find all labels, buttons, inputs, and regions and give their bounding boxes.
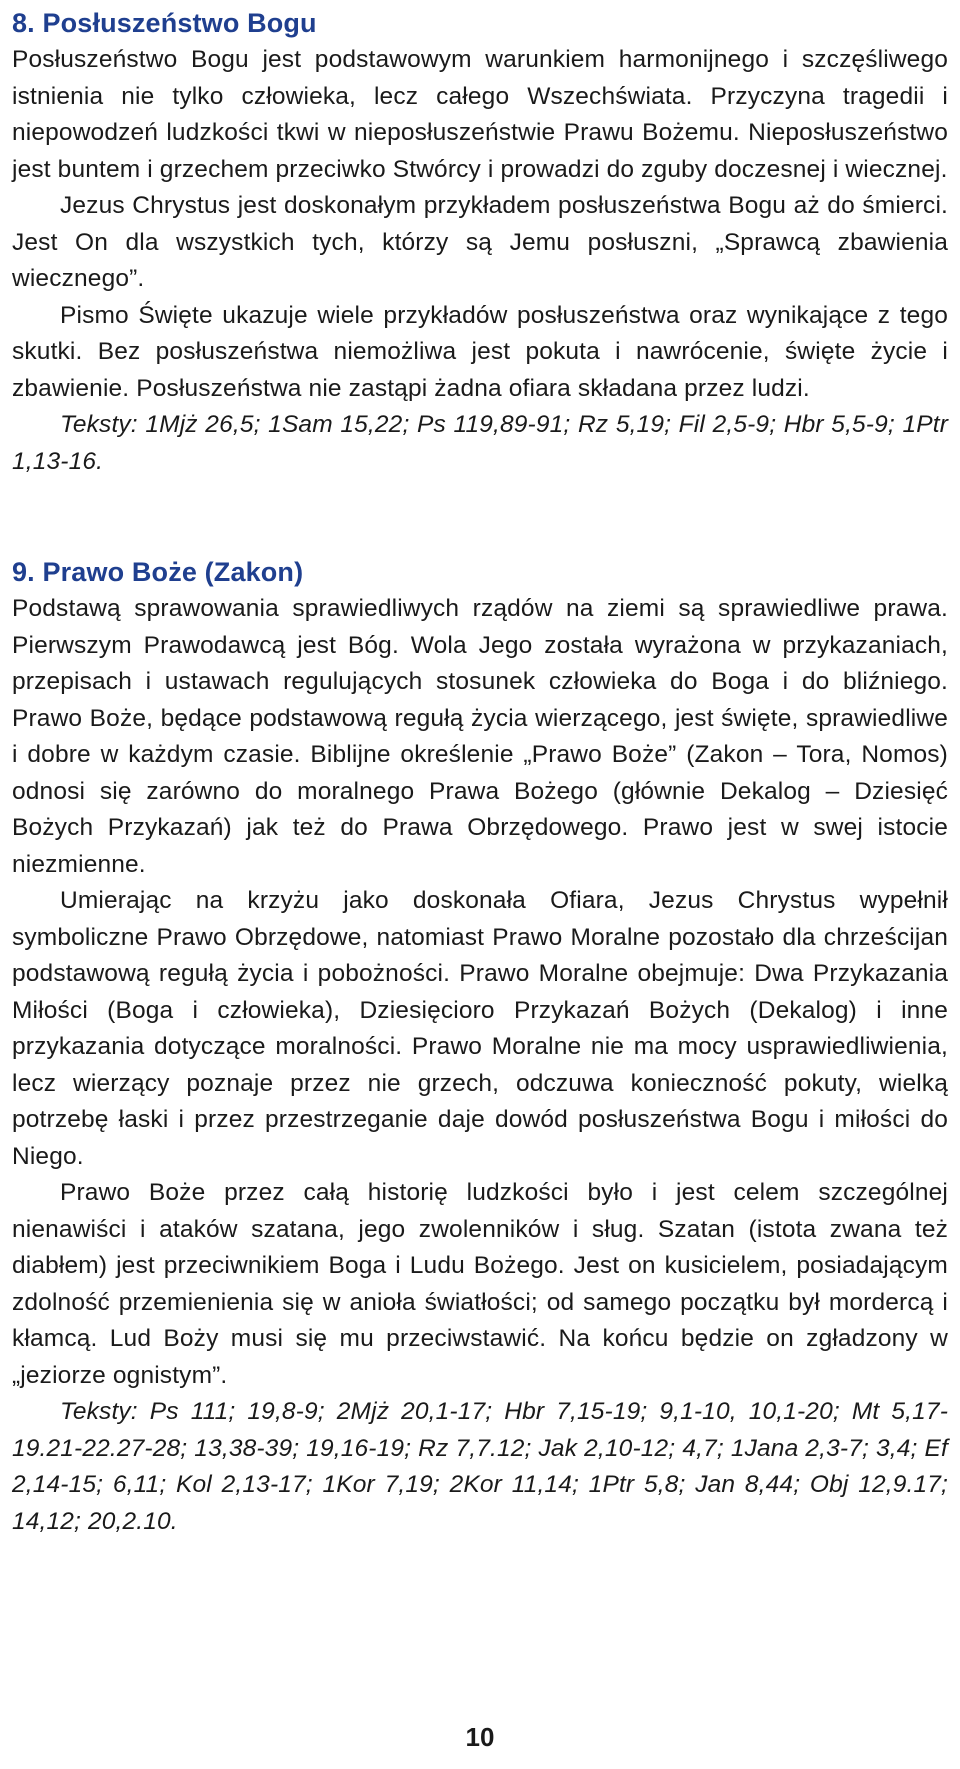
bible-references: Teksty: Ps 111; 19,8-9; 2Mjż 20,1-17; Hbr 7,15-19; 9,1-10, 10,1-20; Mt 5,17-19.21-22.27-28; 13,38-39; 19,16-19; Rz 7,7.12; Jak 2,10-12; 4,7; 1Jana 2,3-7; 3,4; Ef 2,14-15; 6,11; Kol 2,13-17; 1Kor 7,19; 2Kor 11,14; 1Ptr 5,8; Jan 8,44; Obj 12,9.17; 14,12; 20,2.10. [12,1398,948,1535]
paragraph: Jezus Chrystus jest doskonałym przykładem posłuszeństwa Bogu aż do śmierci. Jest On dla wszystkich tych, którzy są Jemu posłuszni, „Sprawcą zbawienia wiecznego”. [12,192,948,292]
paragraph: Posłuszeństwo Bogu jest podstawowym warunkiem harmonijnego i szczęśliwego istnienia nie tylko człowieka, lecz całego Wszechświata. Przyczyna tragedii i niepowodzeń ludzkości tkwi w nieposłuszeństwie Prawu Bożemu. Nieposłuszeństwo jest buntem i grzechem przeciwko Stwórcy i prowadzi do zguby doczesnej i wiecznej. [12,46,948,183]
section-9 [12,553,948,1540]
paragraph: Podstawą sprawowania sprawiedliwych rządów na ziemi są sprawiedliwe prawa. Pierwszym Prawodawcą jest Bóg. Wola Jego została wyrażona w przykazaniach, przepisach i ustawach regulujących stosunek człowieka do Boga i do bliźniego. Prawo Boże, będące podstawową regułą życia wierzącego, jest święte, sprawiedliwe i dobre w każdym czasie. Biblijne określenie „Prawo Boże” (Zakon – Tora, Nomos) odnosi się zarówno do moralnego Prawa Bożego (głównie Dekalog – Dziesięć Bożych Przykazań) jak też do Prawa Obrzędowego. Prawo jest w swej istocie niezmienne. [12,595,948,878]
document-page [12,0,948,1540]
section-heading [12,553,948,591]
paragraph: Prawo Boże przez całą historię ludzkości było i jest celem szczególnej nienawiści i ataków szatana, jego zwolenników i sług. Szatan (istota zwana też diabłem) jest przeciwnikiem Boga i Ludu Bożego. Jest on kusicielem, posiadającym zdolność przemienienia się w anioła światłości; od samego początku był mordercą i kłamcą. Lud Boży musi się mu przeciwstawić. Na końcu będzie on zgładzony w „jeziorze ognistym”. [12,1179,948,1389]
paragraph: Umierając na krzyżu jako doskonała Ofiara, Jezus Chrystus wypełnił symboliczne Prawo Obrzędowe, natomiast Prawo Moralne pozostało dla chrześcijan podstawową regułą życia i pobożności. Prawo Moralne obejmuje: Dwa Przykazania Miłości (Boga i człowieka), Dziesięcioro Przykazań Bożych (Dekalog) i inne przykazania dotyczące moralności. Prawo Moralne nie ma mocy usprawiedliwienia, lecz wierzący poznaje przez nie grzech, odczuwa konieczność pokuty, wielką potrzebę łaski i przez przestrzeganie daje dowód posłuszeństwa Bogu i miłości do Niego. [12,887,948,1170]
section-title: Prawo Boże (Zakon) [42,557,304,587]
section-number: 8. [12,8,35,38]
section-number: 9. [12,557,35,587]
section-heading [12,4,948,42]
section-8 [12,4,948,480]
page-number: 10 [465,1722,495,1752]
paragraph: Pismo Święte ukazuje wiele przykładów posłuszeństwa oraz wynikające z tego skutki. Bez posłuszeństwa niemożliwa jest pokuta i nawrócenie, święte życie i zbawienie. Posłuszeństwa nie zastąpi żadna ofiara składana przez ludzi. [12,301,948,402]
section-title: Posłuszeństwo Bogu [42,8,317,38]
bible-references: Teksty: 1Mjż 26,5; 1Sam 15,22; Ps 119,89-91; Rz 5,19; Fil 2,5-9; Hbr 5,5-9; 1Ptr 1,13-16. [12,411,948,475]
